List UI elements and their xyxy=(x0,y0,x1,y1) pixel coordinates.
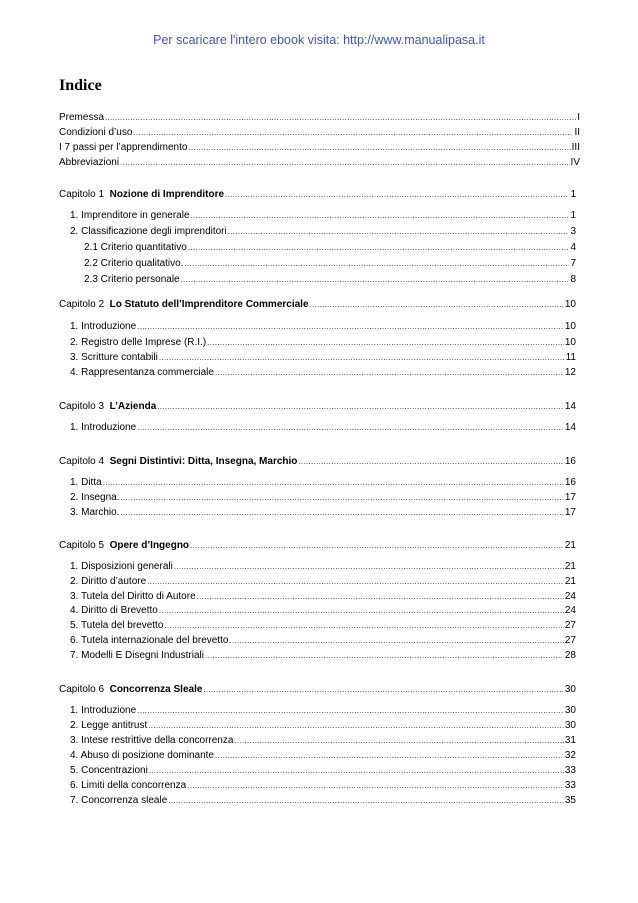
toc-entry[interactable]: 4. Diritto di Brevetto ..... 24 xyxy=(70,604,576,618)
toc-entry[interactable]: 4. Rappresentanza commerciale ..... 12 xyxy=(70,366,576,380)
toc-subentry[interactable]: 2.1 Criterio quantitativo ..... 4 xyxy=(84,241,576,255)
toc-entry-condizioni[interactable]: Condizioni d’uso ..... II xyxy=(59,126,580,140)
toc-entry[interactable]: 7. Modelli E Disegni Industriali ..... 28 xyxy=(70,649,576,663)
chapter-title: Nozione di Imprenditore xyxy=(109,189,225,200)
toc-entry[interactable]: 2. Legge antitrust ..... 30 xyxy=(70,719,576,733)
toc-entry[interactable]: 2. Registro delle Imprese (R.I.) ..... 10 xyxy=(70,336,576,350)
chapter-number: Capitolo 4 xyxy=(59,456,105,467)
toc-entry-passi[interactable]: I 7 passi per l’apprendimento ..... III xyxy=(59,141,580,155)
chapter-heading[interactable]: Capitolo 6 Concorrenza Sleale ..... 30 xyxy=(59,683,576,697)
toc-entry[interactable]: 6. Tutela internazionale del brevetto ..... 27 xyxy=(70,634,576,648)
toc-entry[interactable]: 7. Concorrenza sleale ..... 35 xyxy=(70,794,576,808)
toc-entry[interactable]: 3. Marchio. ..... 17 xyxy=(70,506,576,520)
toc-entry[interactable]: 3. Intese restrittive della concorrenza ..... 31 xyxy=(70,734,576,748)
toc-entry-abbreviazioni[interactable]: Abbreviazioni ..... IV xyxy=(59,156,580,170)
toc-subentry[interactable]: 2.2 Criterio qualitativo. ..... 7 xyxy=(84,257,576,271)
toc-entry[interactable]: 4. Abuso di posizione dominante ..... 32 xyxy=(70,749,576,763)
toc-entry[interactable]: 1. Introduzione ..... 30 xyxy=(70,704,576,718)
toc-entry[interactable]: 3. Scritture contabili ..... 11 xyxy=(70,351,576,365)
toc-entry[interactable]: 6. Limiti della concorrenza ..... 33 xyxy=(70,779,576,793)
toc-entry[interactable]: 2. Classificazione degli imprenditori ..... 3 xyxy=(70,225,576,239)
toc-entry[interactable]: 1. Imprenditore in generale ..... 1 xyxy=(70,209,576,223)
page-title: Indice xyxy=(59,77,102,94)
chapter-number: Capitolo 5 xyxy=(59,540,105,551)
toc-entry[interactable]: 2. Insegna. ..... 17 xyxy=(70,491,576,505)
chapter-heading[interactable]: Capitolo 3 L’Azienda ..... 14 xyxy=(59,400,576,414)
chapter-title: Lo Statuto dell’Imprenditore Commerciale xyxy=(109,299,309,310)
chapter-heading[interactable]: Capitolo 1 Nozione di Imprenditore ..... 1 xyxy=(59,188,576,202)
chapter-title: Segni Distintivi: Ditta, Insegna, Marchio xyxy=(109,456,298,467)
toc-entry-premessa[interactable]: Premessa ..... I xyxy=(59,111,580,125)
chapter-number: Capitolo 2 xyxy=(59,299,105,310)
toc-subentry[interactable]: 2.3 Criterio personale ..... 8 xyxy=(84,273,576,287)
chapter-title: Concorrenza Sleale xyxy=(109,684,203,695)
chapter-heading[interactable]: Capitolo 2 Lo Statuto dell’Imprenditore Commerciale ..... 10 xyxy=(59,298,576,312)
download-banner[interactable]: Per scaricare l'intero ebook visita: http://www.manualipasa.it xyxy=(153,33,485,47)
chapter-title: Opere d’Ingegno xyxy=(109,540,190,551)
toc-entry[interactable]: 2. Diritto d’autore ..... 21 xyxy=(70,575,576,589)
chapter-heading[interactable]: Capitolo 5 Opere d’Ingegno ..... 21 xyxy=(59,539,576,553)
toc-entry[interactable]: 1. Introduzione ..... 10 xyxy=(70,320,576,334)
toc-entry[interactable]: 1. Introduzione ..... 14 xyxy=(70,421,576,435)
toc-entry[interactable]: 1. Ditta ..... 16 xyxy=(70,476,576,490)
chapter-number: Capitolo 1 xyxy=(59,189,105,200)
chapter-title: L’Azienda xyxy=(109,401,157,412)
toc-entry[interactable]: 3. Tutela del Diritto di Autore ..... 24 xyxy=(70,590,576,604)
chapter-heading[interactable]: Capitolo 4 Segni Distintivi: Ditta, Insegna, Marchio ..... 16 xyxy=(59,455,576,469)
toc-entry[interactable]: 5. Concentrazioni ..... 33 xyxy=(70,764,576,778)
toc-entry[interactable]: 1. Disposizioni generali ..... 21 xyxy=(70,560,576,574)
chapter-number: Capitolo 3 xyxy=(59,401,105,412)
chapter-number: Capitolo 6 xyxy=(59,684,105,695)
toc-entry[interactable]: 5. Tutela del brevetto ..... 27 xyxy=(70,619,576,633)
